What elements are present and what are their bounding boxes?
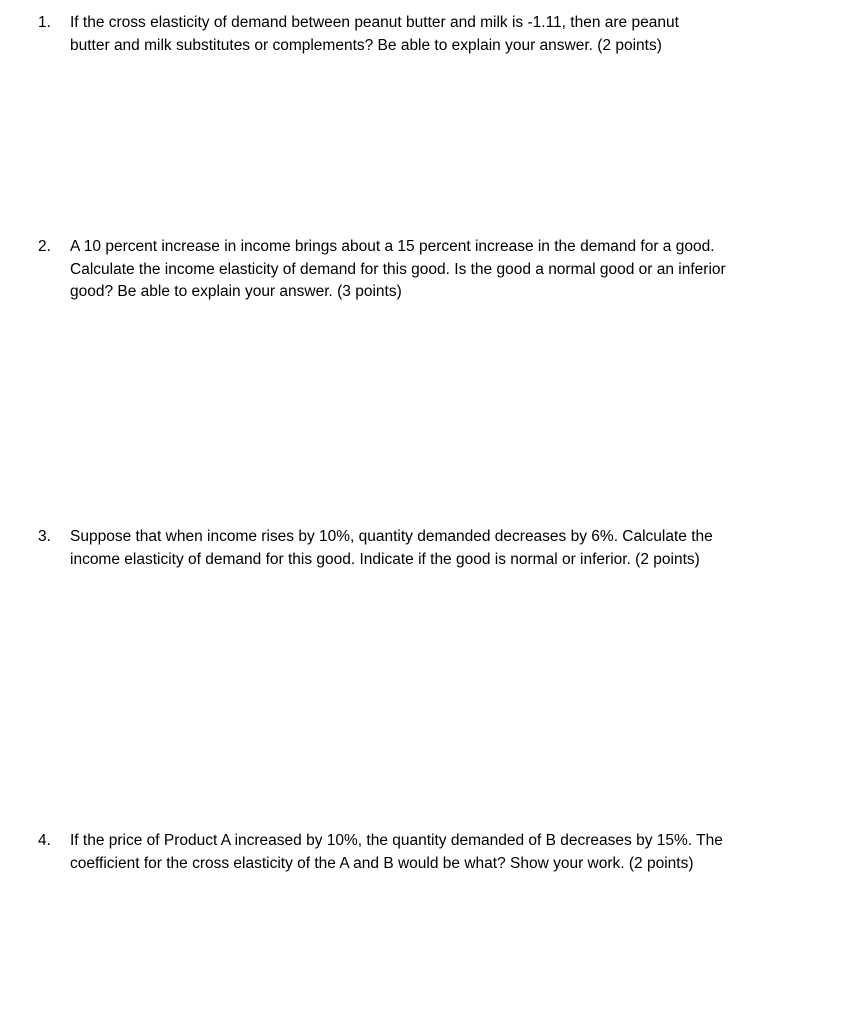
question-number: 1. [38, 14, 51, 31]
question-1 [38, 12, 838, 57]
question-text: If the cross elasticity of demand between peanut butter and milk is -1.11, then are peanut butter and milk substitutes or complements? Be able to explain your answer. (2 points) [70, 14, 679, 54]
question-text: A 10 percent increase in income brings about a 15 percent increase in the demand for a good. Calculate the income elasticity of demand for this good. Is the good a normal good or an inferior good? Be able to explain your answer. (3 points) [70, 238, 726, 300]
question-number: 3. [38, 528, 51, 545]
question-3 [38, 526, 838, 571]
question-number: 4. [38, 832, 51, 849]
question-4 [38, 830, 838, 875]
question-text: If the price of Product A increased by 10%, the quantity demanded of B decreases by 15%. The coefficient for the cross elasticity of the A and B would be what? Show your work. (2 points) [70, 832, 723, 872]
question-text: Suppose that when income rises by 10%, quantity demanded decreases by 6%. Calculate the income elasticity of demand for this good. Indicate if the good is normal or inferior. (2 points) [70, 528, 713, 568]
question-number: 2. [38, 238, 51, 255]
question-2 [38, 236, 838, 304]
